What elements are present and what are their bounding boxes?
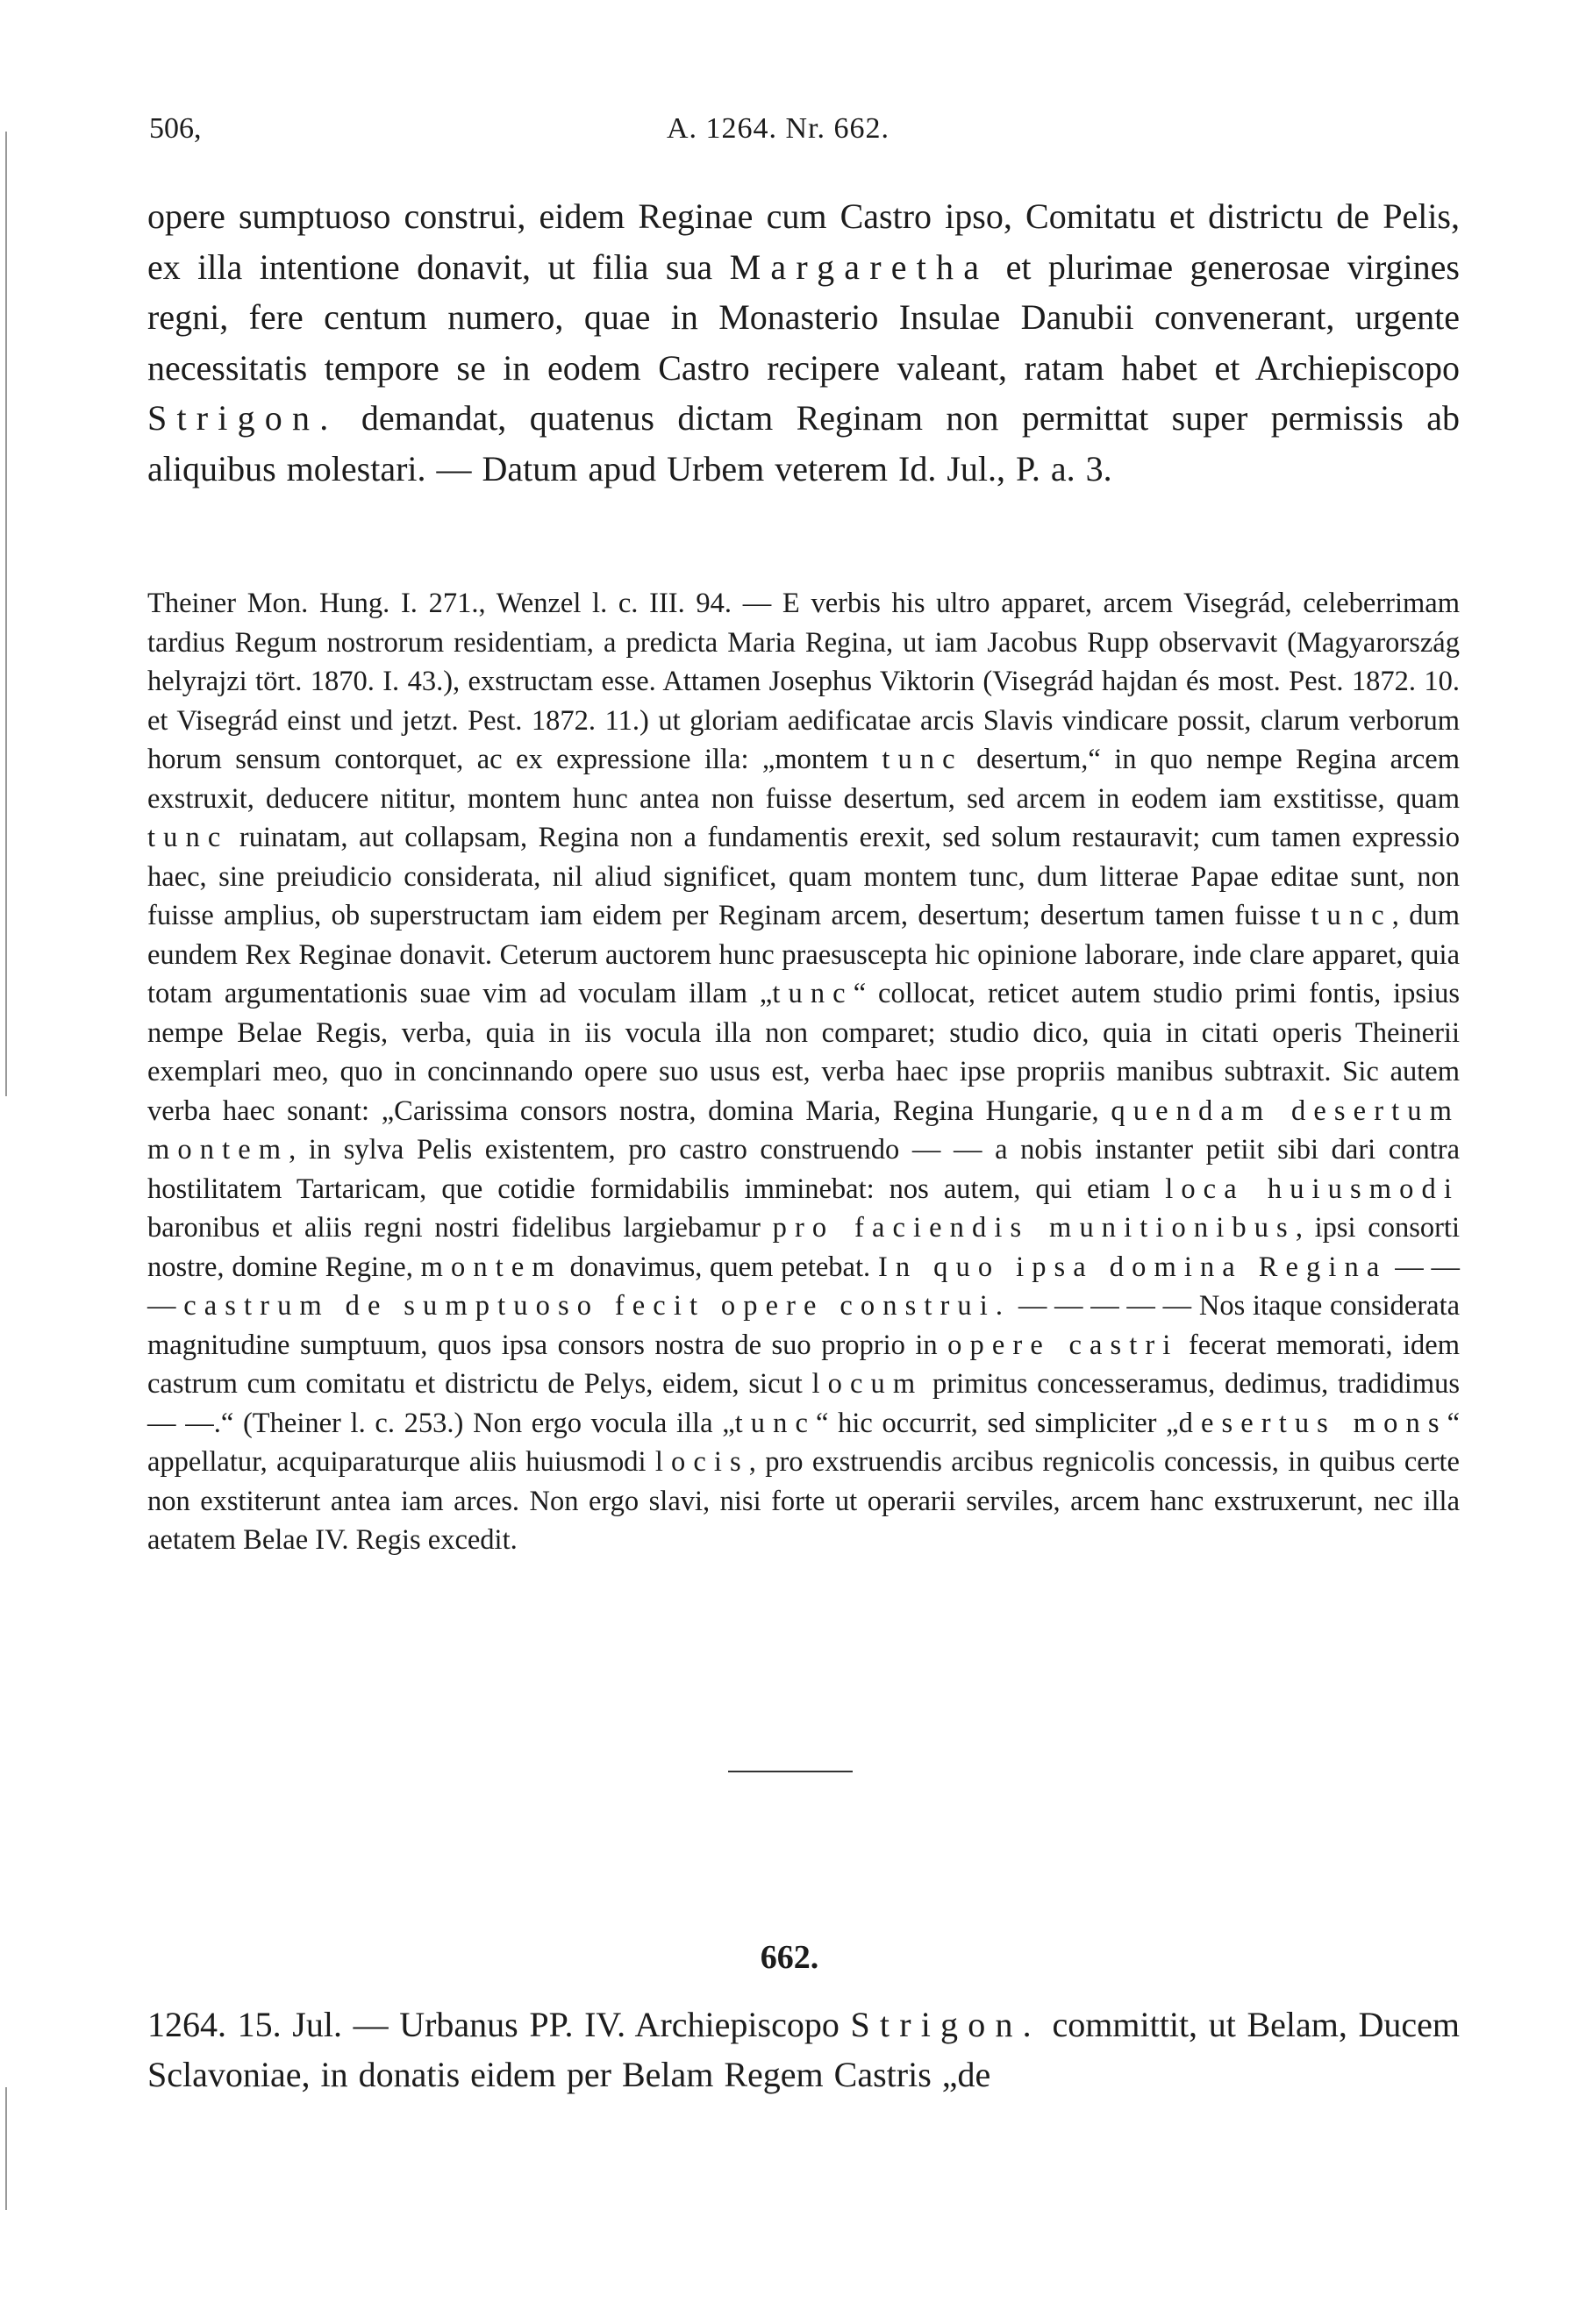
spaced-text-run: pro faciendis munitionibus — [772, 1212, 1296, 1244]
spaced-text-run: Strigon. — [850, 2005, 1041, 2044]
spaced-text-run: opere castri — [947, 1329, 1179, 1361]
spaced-text-run: tunc — [882, 744, 963, 775]
text-run: , pro exstruendis arcibus regnicolis concessis, in quibus certe non exstiterunt antea iam arces. Non ergo slavi, nisi forte ut operarii serviles, arcem hanc exstruxerunt, nec illa aetatem Belae IV. Regis excedit. — [147, 1446, 1460, 1556]
text-run: “ collocat, reticet autem studio primi fontis, ipsius nempe Belae Regis, verba, quia in iis vocula illa non comparet; studio dico, quia in citati operis Theinerii exemplari meo, quo in concinnando opere suo usus est, verba haec ipse propriis manibus subtraxit. Sic autem verba haec sonant: „Carissima consors nostra, domina Maria, Regina Hungarie, — [147, 978, 1460, 1127]
text-run: demandat, quatenus dictam Reginam non permittat super permissis ab aliquibus molestari. — Datum apud Urbem veterem Id. Jul., P. a. 3. — [147, 398, 1460, 488]
text-run: opere sumptuoso construi, eidem Reginae cum Castro ipso, Comitatu et districtu de Pelis, ex illa intentione donavit, ut filia sua — [147, 196, 1460, 287]
spaced-text-run: locis — [654, 1446, 749, 1478]
text-run: — — — — [147, 1251, 1461, 1322]
spaced-text-run: montem — [420, 1251, 562, 1283]
document-number: 662. — [760, 1939, 819, 1976]
spaced-text-run: castrum de sumptuoso fecit opere construi. — [183, 1290, 1011, 1322]
text-run: 1264. 15. Jul. — Urbanus PP. IV. Archiepiscopo — [147, 2005, 851, 2044]
text-run: ruinatam, aut collapsam, Regina non a fundamentis erexit, sed solum restauravit; cum tamen expressio haec, sine preiudicio considerata, nil aliud significet, quam montem tunc, dum litterae Papae editae sunt, non fuisse amplius, ob superstructam iam eidem per Reginam arcem, desertum; desertum tamen fuisse — [147, 822, 1460, 931]
spaced-text-run: Strigon. — [147, 398, 339, 438]
running-head: A. 1264. Nr. 662. — [667, 112, 890, 145]
text-run: fecerat memorati, idem castrum cum comitatu et districtu de Pelys, eidem, sicut — [147, 1329, 1460, 1400]
scan-edge-mark — [5, 132, 7, 1096]
spaced-text-run: desertus mons — [1178, 1407, 1447, 1439]
spaced-text-run: tunc — [147, 822, 229, 853]
section-divider — [728, 1771, 853, 1772]
text-run: , in sylva Pelis existentem, pro castro construendo — — a nobis instanter petiit sibi dari contra hostilitatem Tartaricam, que cotidie formidabilis imminebat: nos autem, qui etiam — [147, 1134, 1460, 1205]
text-run: donavimus, quem petebat. — [561, 1251, 878, 1283]
text-run: baronibus et aliis regni nostri fidelibus largiebamur — [147, 1212, 773, 1244]
spaced-text-run: tunc — [734, 1407, 816, 1439]
text-run: primitus concesseramus, dedimus, tradidimus — —.“ (Theiner l. c. 253.) Non ergo vocula illa „ — [147, 1368, 1460, 1439]
page-number: 506, — [149, 112, 202, 145]
text-run: “ hic occurrit, sed simpliciter „ — [816, 1407, 1179, 1439]
spaced-text-run: tunc — [1311, 900, 1392, 931]
text-run: Theiner Mon. Hung. I. 271., Wenzel l. c. III. 94. — E verbis his ultro apparet, arcem Visegrád, celeberrimam tardius Regum nostrorum residentiam, a predicta Maria Regina, ut iam Jacobus Rupp observavit (Magyarország helyrajzi tört. 1870. I. 43.), exstructam esse. Attamen Josephus Viktorin (Visegrád hajdan és most. Pest. 1872. 10. et Visegrád einst und jetzt. Pest. 1872. 11.) ut gloriam aedificatae arcis Slavis vindicare possit, clarum verborum horum sensum contorquet, ac ex expressione illa: „montem — [147, 588, 1460, 775]
spaced-text-run: locum — [811, 1368, 924, 1400]
text-run: , dum eundem Rex Reginae donavit. Ceterum auctorem hunc praesuscepta hic opinione laborare, inde clare apparet, quia totam argumentationis suae vim ad voculam illam „ — [147, 900, 1461, 1009]
text-run: committit, ut Belam, Ducem Sclavoniae, in donatis eidem per Belam Regem Castris „de — [147, 2005, 1460, 2094]
spaced-text-run: quendam desertum montem — [147, 1094, 1460, 1166]
notes-paragraph — [147, 584, 1460, 1560]
scan-edge-mark — [5, 2087, 7, 2210]
text-run: “ appellatur, acquiparaturque aliis huiusmodi — [147, 1407, 1460, 1478]
spaced-text-run: loca huiusmodi — [1165, 1173, 1460, 1205]
text-run: desertum,“ in quo nempe Regina arcem exstruxit, deducere nititur, montem hunc antea non fuisse desertum, sed arcem in eodem iam exstitisse, quam — [147, 744, 1461, 815]
notes-block — [147, 584, 1460, 1560]
main-text-block — [147, 191, 1460, 494]
spaced-text-run: tunc — [772, 978, 854, 1009]
spaced-text-run: Margaretha — [729, 246, 990, 287]
text-run: , ipsi consorti nostre, domine Regine, — [147, 1212, 1460, 1283]
main-paragraph — [147, 191, 1460, 494]
page-header — [149, 112, 1439, 156]
text-run: — — — — — Nos itaque considerata magnitudine sumptuum, quos ipsa consors nostra de suo proprio in — [147, 1290, 1461, 1361]
document-regest — [147, 2000, 1460, 2099]
text-run: et plurimae generosae virgines regni, fere centum numero, quae in Monasterio Insulae Danubii convenerant, urgente necessitatis tempore se in eodem Castro recipere valeant, ratam habet et Archiepiscopo — [147, 246, 1460, 388]
regest-paragraph — [147, 2000, 1460, 2099]
spaced-text-run: In quo ipsa domina Regina — [877, 1251, 1388, 1283]
